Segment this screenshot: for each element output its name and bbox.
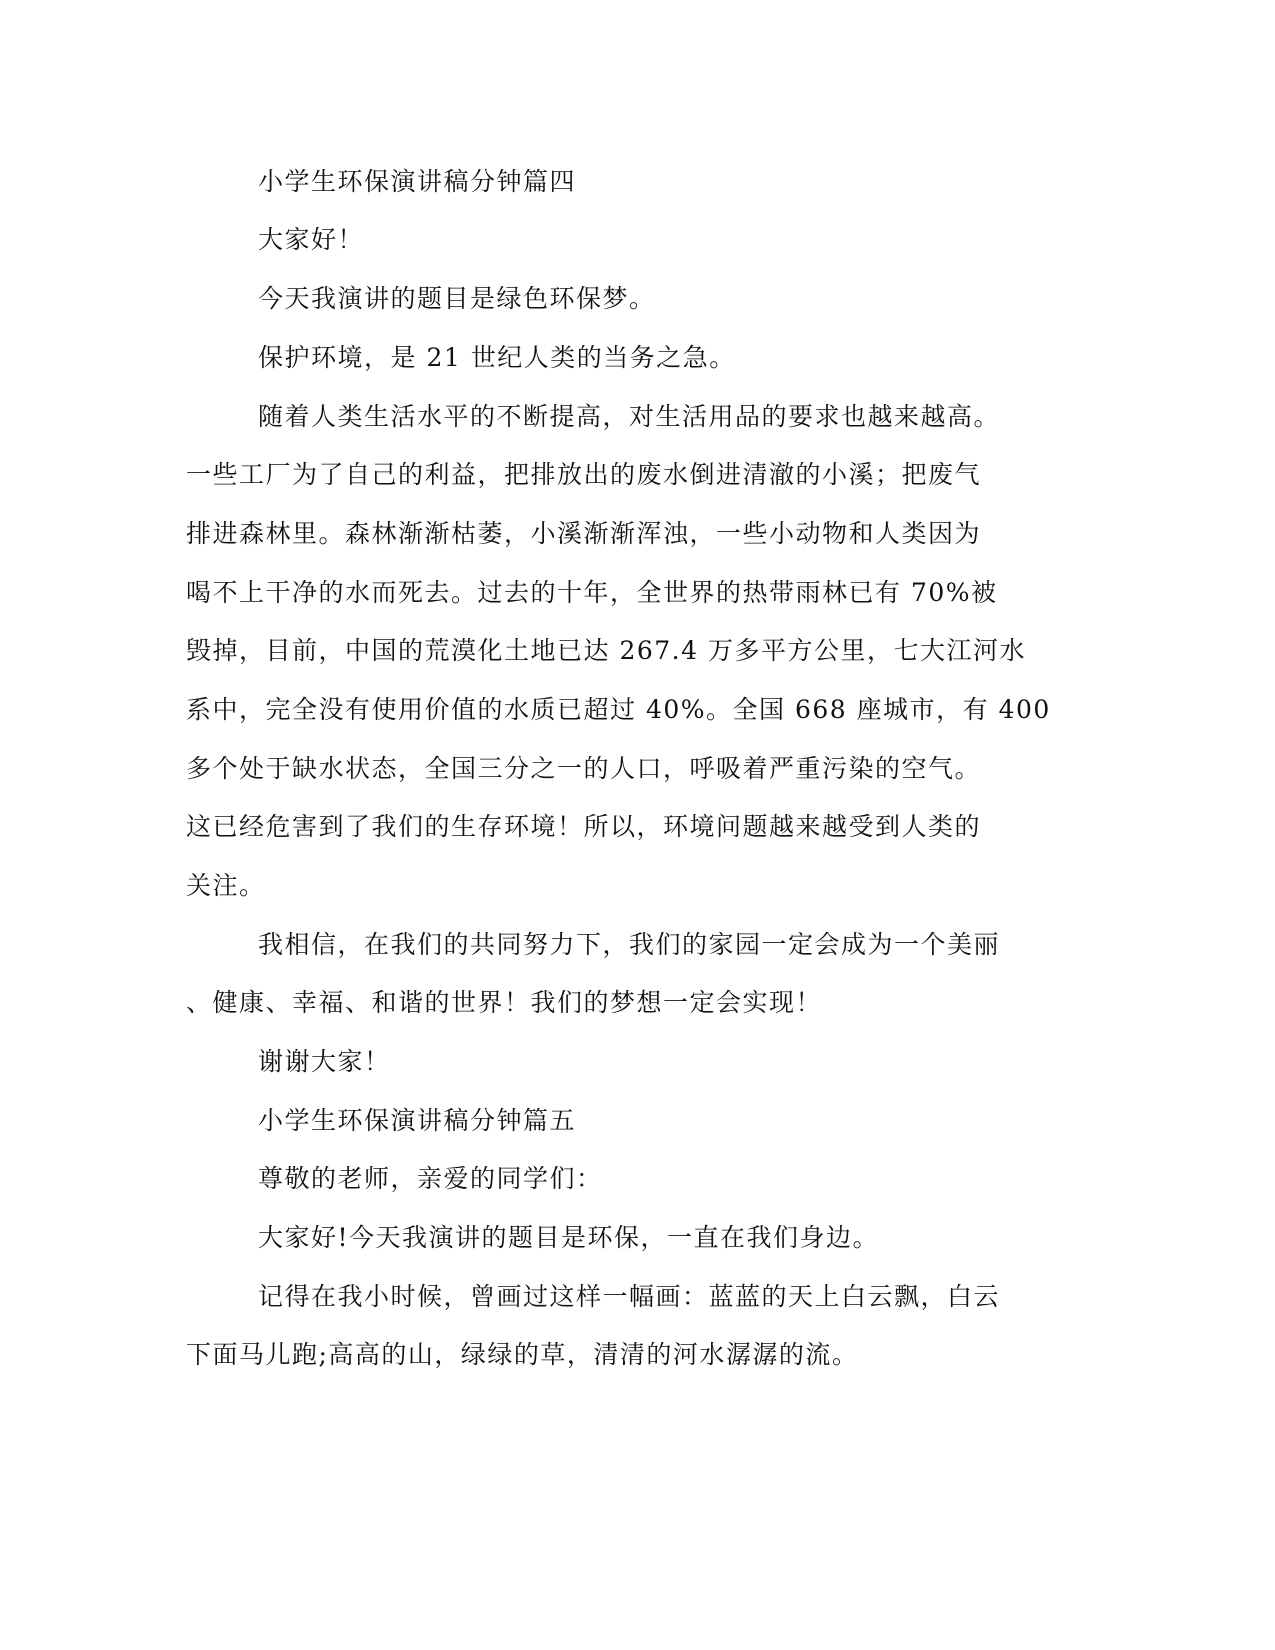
paragraph-line: 排进森林里。森林渐渐枯萎，小溪渐渐浑浊，一些小动物和人类因为 — [186, 519, 982, 548]
section-heading: 小学生环保演讲稿分钟篇五 — [258, 1106, 577, 1135]
paragraph-line: 喝不上干净的水而死去。过去的十年，全世界的热带雨林已有 70%被 — [186, 578, 998, 607]
paragraph-line: 多个处于缺水状态，全国三分之一的人口，呼吸着严重污染的空气。 — [186, 754, 982, 783]
paragraph-line: 毁掉，目前，中国的荒漠化土地已达 267.4 万多平方公里，七大江河水 — [186, 636, 1026, 665]
paragraph-line: 、健康、幸福、和谐的世界！我们的梦想一定会实现！ — [186, 988, 823, 1017]
paragraph-line: 我相信，在我们的共同努力下，我们的家园一定会成为一个美丽 — [258, 930, 1001, 959]
paragraph-line: 随着人类生活水平的不断提高，对生活用品的要求也越来越高。 — [258, 402, 1001, 431]
paragraph-line: 尊敬的老师，亲爱的同学们： — [258, 1164, 603, 1193]
paragraph-line: 一些工厂为了自己的利益，把排放出的废水倒进清澈的小溪；把废气 — [186, 460, 982, 489]
paragraph-line: 系中，完全没有使用价值的水质已超过 40%。全国 668 座城市，有 400 — [186, 695, 1051, 724]
paragraph-line: 这已经危害到了我们的生存环境！所以，环境问题越来越受到人类的 — [186, 812, 982, 841]
paragraph-line: 大家好!今天我演讲的题目是环保，一直在我们身边。 — [258, 1223, 880, 1252]
paragraph-line: 下面马儿跑;高高的山，绿绿的草，清清的河水潺潺的流。 — [186, 1340, 859, 1369]
paragraph-line: 谢谢大家！ — [258, 1047, 391, 1076]
section-heading: 小学生环保演讲稿分钟篇四 — [258, 167, 577, 196]
paragraph-line: 记得在我小时候，曾画过这样一幅画：蓝蓝的天上白云飘，白云 — [258, 1282, 1001, 1311]
paragraph-line: 今天我演讲的题目是绿色环保梦。 — [258, 284, 656, 313]
paragraph-line: 保护环境，是 21 世纪人类的当务之急。 — [258, 343, 736, 372]
paragraph-line: 大家好！ — [258, 225, 365, 254]
paragraph-line: 关注。 — [186, 871, 266, 900]
